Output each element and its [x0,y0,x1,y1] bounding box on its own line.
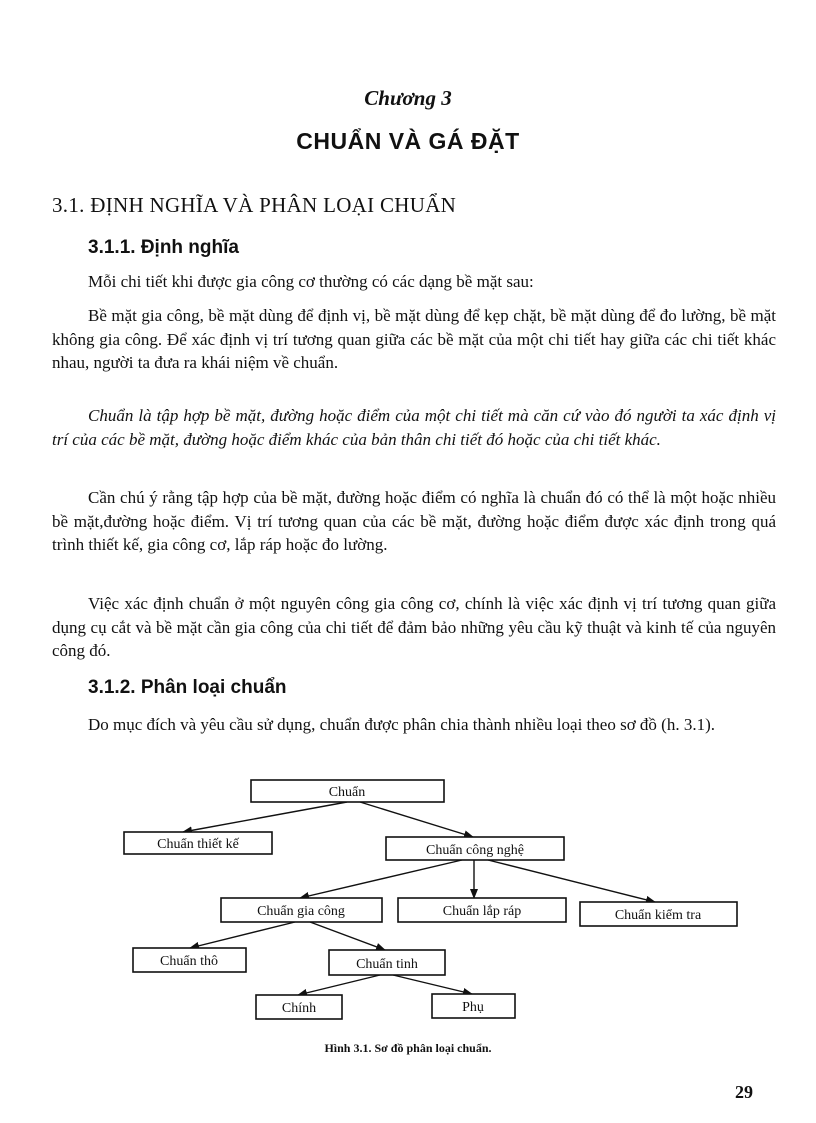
node-root-label: Chuẩn [328,785,366,800]
node-design-label: Chuẩn thiết kế [157,837,239,852]
chapter-label: Chương 3 [364,86,452,110]
subsection-title-classification: 3.1.2. Phân loại chuẩn [88,677,287,698]
node-machining-label: Chuẩn gia công [257,904,345,919]
paragraph-2: Bề mặt gia công, bề mặt dùng để định vị, bề mặt dùng để kẹp chặt, bề mặt dùng để đo lường, bề mặt không gia công. Để xác định vị trí tương quan giữa các bề mặt của một chi tiết hay giữa các chi tiết khác nhau, người ta đưa ra khái niệm về chuẩn. [52,306,776,372]
edge-root-design [183,802,347,832]
subsection-title-definition: 3.1.1. Định nghĩa [88,237,239,258]
paragraph-1: Mỗi chi tiết khi được gia công cơ thường có các dạng bề mặt sau: [88,272,534,291]
node-assembly-label: Chuẩn lắp ráp [442,904,522,919]
paragraph-5: Do mục đích và yêu cầu sử dụng, chuẩn được phân chia thành nhiều loại theo sơ đồ (h. 3.1). [88,715,715,734]
edge-fine-auxiliary [393,975,472,994]
paragraph-definition: Chuẩn là tập hợp bề mặt, đường hoặc điểm của một chi tiết mà căn cứ vào đó người ta xác định vị trí của các bề mặt, đường hoặc điểm khác của bản thân chi tiết đó hoặc của chi tiết khác. [52,406,776,449]
paragraph-4: Việc xác định chuẩn ở một nguyên công gia công cơ, chính là việc xác định vị trí tương quan giữa dụng cụ cắt và bề mặt cần gia công của chi tiết để đảm bảo những yêu cầu kỹ thuật và kinh tế của nguyên công đó. [52,594,776,660]
edge-fine-main [298,975,380,995]
edge-tech-machining [300,860,462,898]
classification-diagram [0,770,816,1030]
paragraph-3: Cần chú ý rằng tập hợp của bề mặt, đường hoặc điểm có nghĩa là chuẩn đó có thể là một hoặc nhiều bề mặt,đường hoặc điểm. Vị trí tương quan của các bề mặt, đường hoặc điểm được xác định trong quá trình thiết kế, gia công cơ, lắp ráp hoặc đo lường. [52,488,776,554]
node-main-label: Chính [281,1001,317,1016]
node-technology-label: Chuẩn công nghệ [426,843,524,858]
node-auxiliary-label: Phụ [462,1000,484,1015]
chapter-title: CHUẨN VÀ GÁ ĐẶT [296,128,520,154]
edge-tech-inspection [488,860,655,902]
node-inspection-label: Chuẩn kiểm tra [614,908,702,923]
node-rough-label: Chuẩn thô [160,954,218,969]
figure-caption: Hình 3.1. Sơ đồ phân loại chuẩn. [324,1041,492,1055]
node-fine-label: Chuẩn tinh [356,957,418,972]
edge-machining-rough [190,922,295,948]
section-title: 3.1. ĐỊNH NGHĨA VÀ PHÂN LOẠI CHUẨN [52,193,457,217]
edge-root-technology [360,802,473,837]
edge-machining-fine [310,922,385,950]
diagram-svg [0,770,816,1030]
page-number: 29 [735,1082,753,1102]
